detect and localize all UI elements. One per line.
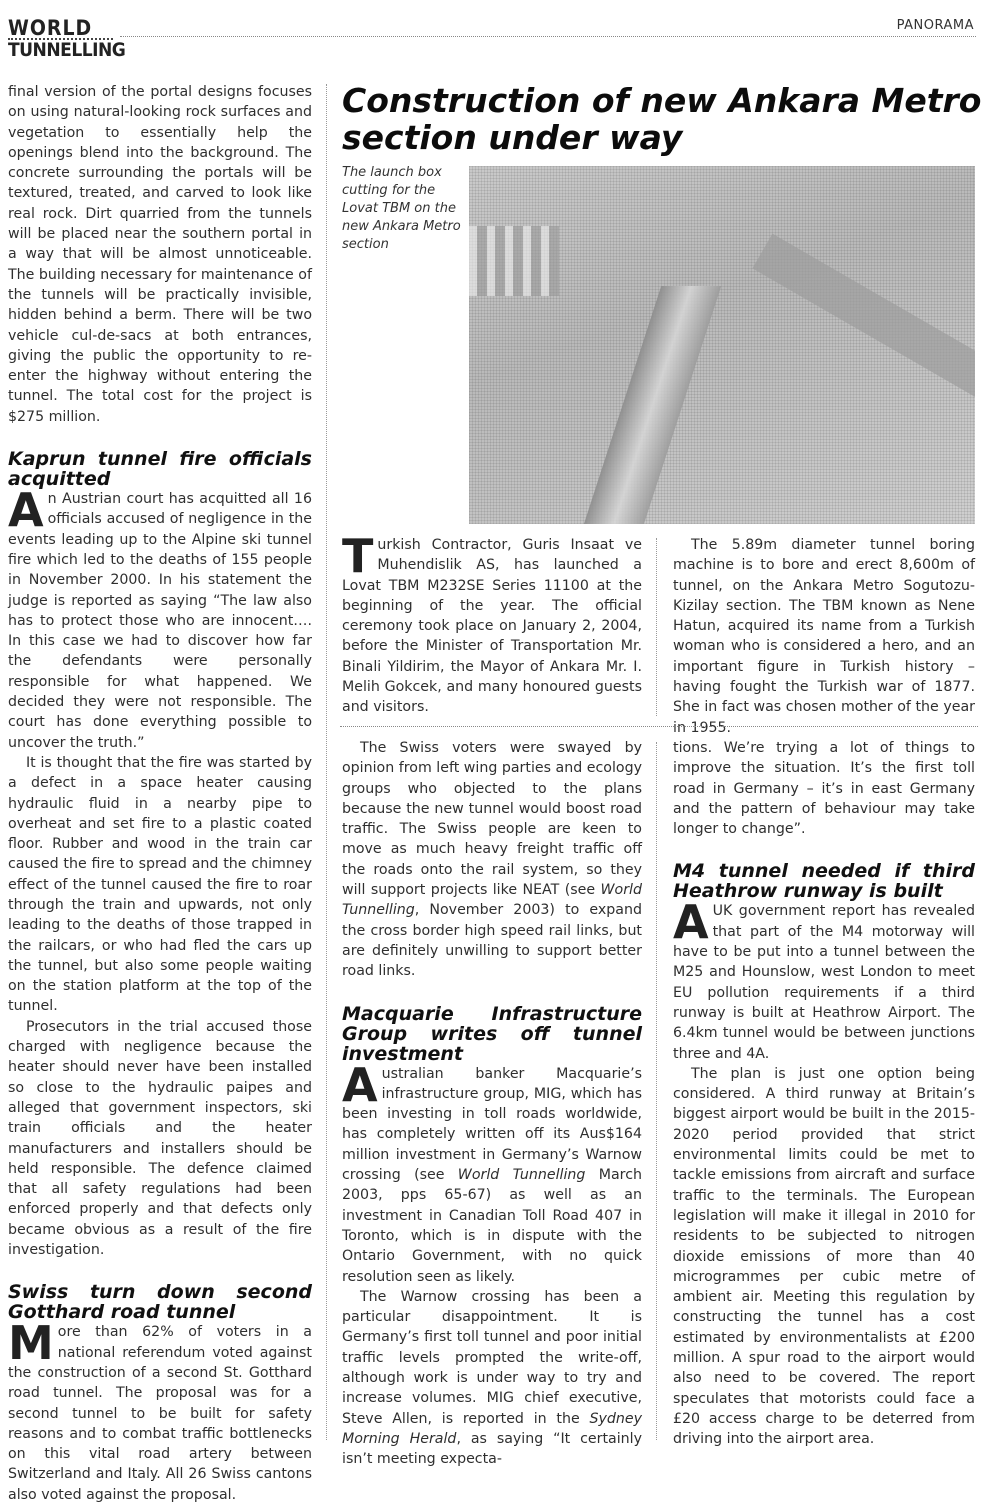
column-divider	[656, 742, 657, 1440]
portal-article-continued: final version of the portal designs focuses on using natural-looking rock surfaces and vegetation to essentially help the openings blend into the background. The concrete surrounding the portals will be textured, treated, and carved to look like real rock. Dirt quarried from the tunnels will be placed near the southern portal in a way that will be almost unnoticeable. The building necessary for maintenance of the tunnels will be practically invisible, hidden behind a berm. There will be two vehicle cul-de-sacs at both entrances, giving the public the opportunity to re-enter the highway without entering the tunnel. The total cost for the project is $275 million.	[8, 84, 312, 425]
kaprun-paragraph-2: It is thought that the fire was started by a defect in a space heater causing hydraulic fluid in a nearby pipe to overheat and set fire to a plastic coated floor. Rubber and wood in the train car caused the fire to spread and the chimney effect of the tunnel caused the fire to roar through the train and upwards, not only leading to the deaths of those trapped in the railcars, or who had fled the cars up the tunnel, but also some people waiting on the station platform at the top of the tunnel.	[8, 754, 312, 1015]
swiss-paragraph-2: The Swiss voters were swayed by opinion from left wing parties and ecology groups who objected to the plans because the new tunnel would boost road traffic. The Swiss people are keen to move as much heavy freight traffic off the roads onto the rail system, so they will support projects like NEAT (see World Tunnelling, November 2003) to expand the cross border high speed rail links, but are definitely unwilling to support better road links.	[342, 740, 642, 980]
right-column	[673, 738, 975, 1450]
column-divider	[656, 538, 657, 716]
ankara-column-1	[342, 529, 642, 718]
macquarie-headline: Macquarie Infrastructure Group writes off tunnel investment	[342, 1002, 642, 1065]
column-divider	[326, 84, 327, 1440]
section-label: PANORAMA	[896, 18, 974, 33]
photo-caption: The launch box cutting for the Lovat TBM on the new Ankara Metro section	[342, 165, 461, 252]
drop-cap: A	[342, 1057, 378, 1112]
m4-paragraph-1: AUK government report has revealed that part of the M4 motorway will have to be put into a tunnel between the M25 and Hounslow, west London to meet EU pollution requirements if a third runway is built at Heathrow Airport. The 6.4km tunnel would be between junctions three and 4A.	[673, 895, 975, 1062]
drop-cap: A	[673, 895, 709, 950]
header-rule	[120, 36, 976, 37]
drop-cap: M	[8, 1316, 54, 1371]
logo-line-tunnelling: TUNNELLING	[8, 39, 126, 61]
ankara-paragraph-1: Turkish Contractor, Guris Insaat ve Muhendislik AS, has launched a Lovat TBM M232SE Series 11100 at the beginning of the year. The official ceremony took place on January 2, 2004, before the Minister of Transportation Mr. Binali Yildirim, the Mayor of Ankara Mr. I. Melih Gokcek, and many honoured guests and visitors.	[342, 529, 642, 716]
logo-line-world: WORLD	[8, 18, 113, 40]
m4-headline: M4 tunnel needed if third Heathrow runway is built	[673, 860, 975, 903]
swiss-paragraph-1: More than 62% of voters in a national referendum voted against the construction of a second St. Gotthard road tunnel. The proposal was for a second tunnel to be built for safety reasons and to combat traffic bottlenecks on this vital road artery between Switzerland and Italy. All 26 Swiss cantons also voted against the proposal.	[8, 1316, 312, 1503]
kaprun-headline: Kaprun tunnel fire officials acquitted	[8, 448, 312, 491]
macquarie-paragraph-1: Australian banker Macquarie’s infrastructure group, MIG, which has been investing in toll roads worldwide, has completely written off its Aus$164 million investment in Germany’s Warnow crossing (see World Tunnelling March 2003, pps 65-67) as well as an investment in Canadian Toll Road 407 in Toronto, which is in dispute with the Ontario Government, with no quick resolution seen as likely.	[342, 1057, 642, 1285]
left-column	[8, 82, 312, 1505]
swiss-headline: Swiss turn down second Gotthard road tunnel	[8, 1281, 312, 1324]
drop-cap: T	[342, 529, 374, 583]
launch-box-photo	[469, 166, 975, 524]
publication-logo	[8, 16, 126, 61]
drop-cap: A	[8, 483, 44, 538]
m4-paragraph-2: The plan is just one option being considered. A third runway at Britain’s biggest airport would be built in the 2015-2020 period provided that strict environmental limits could be met to tackle emissions from aircraft and surface traffic to the terminals. The European legislation will make it illegal in 2010 for residents to be subjected to nitrogen dioxide emissions of more than 40 microgrammes per cubic metre of ambient air. Meeting this regulation by constructing the tunnel has a cost estimated by environmentalists at £200 million. A spur road to the airport would also need to be covered. The report speculates that motorists could face a £20 access charge to be deterred from driving into the airport area.	[673, 1065, 975, 1448]
ankara-headline: Construction of new Ankara Metro section under way	[342, 81, 982, 157]
kaprun-paragraph-1: An Austrian court has acquitted all 16 officials accused of negligence in the events leading up to the Alpine ski tunnel fire which led to the deaths of 155 people in November 2000. In his statement the judge is reported as saying “The law also has to protect those who are innocent…. In this case we had to discover how far the defendants were personally responsible for what happened. We decided they were not responsible. The court has done everything possible to uncover the truth.”	[8, 483, 312, 751]
ankara-paragraph-2: The 5.89m diameter tunnel boring machine is to bore and erect 8,600m of tunnel, on the Ankara Metro Sogutozu-Kizilay section. The TBM known as Nene Hatun, acquired its name from a Turkish woman who is considered a hero, and an important figure in Turkish history – having fought the Turkish war of 1877. She in fact was chosen mother of the year in 1955.	[673, 537, 975, 736]
kaprun-paragraph-3: Prosecutors in the trial accused those charged with negligence because the heater should never have been installed so close to the hydraulic paipes and alleged that government inspectors, ski train officials and the heater manufacturers and installers should be held responsible. The defence claimed that all safety regulations had been enforced properly and that defects only became obvious as a result of the fire investigation.	[8, 1018, 312, 1259]
macquarie-continued: tions. We’re trying a lot of things to improve the situation. It’s the first toll road in Germany – it’s in east Germany and the pattern of behaviour may take longer to change”.	[673, 740, 975, 838]
ankara-column-2	[673, 535, 975, 738]
middle-column	[342, 738, 642, 1470]
feature-bottom-rule	[340, 726, 978, 727]
macquarie-paragraph-2: The Warnow crossing has been a particular disappointment. It is Germany’s first toll tunnel and poor initial traffic levels prompted the write-off, although work is under way to try and increase volumes. MIG chief executive, Steve Allen, is reported in the Sydney Morning Herald, as saying “It certainly isn’t meeting expecta-	[342, 1288, 642, 1468]
